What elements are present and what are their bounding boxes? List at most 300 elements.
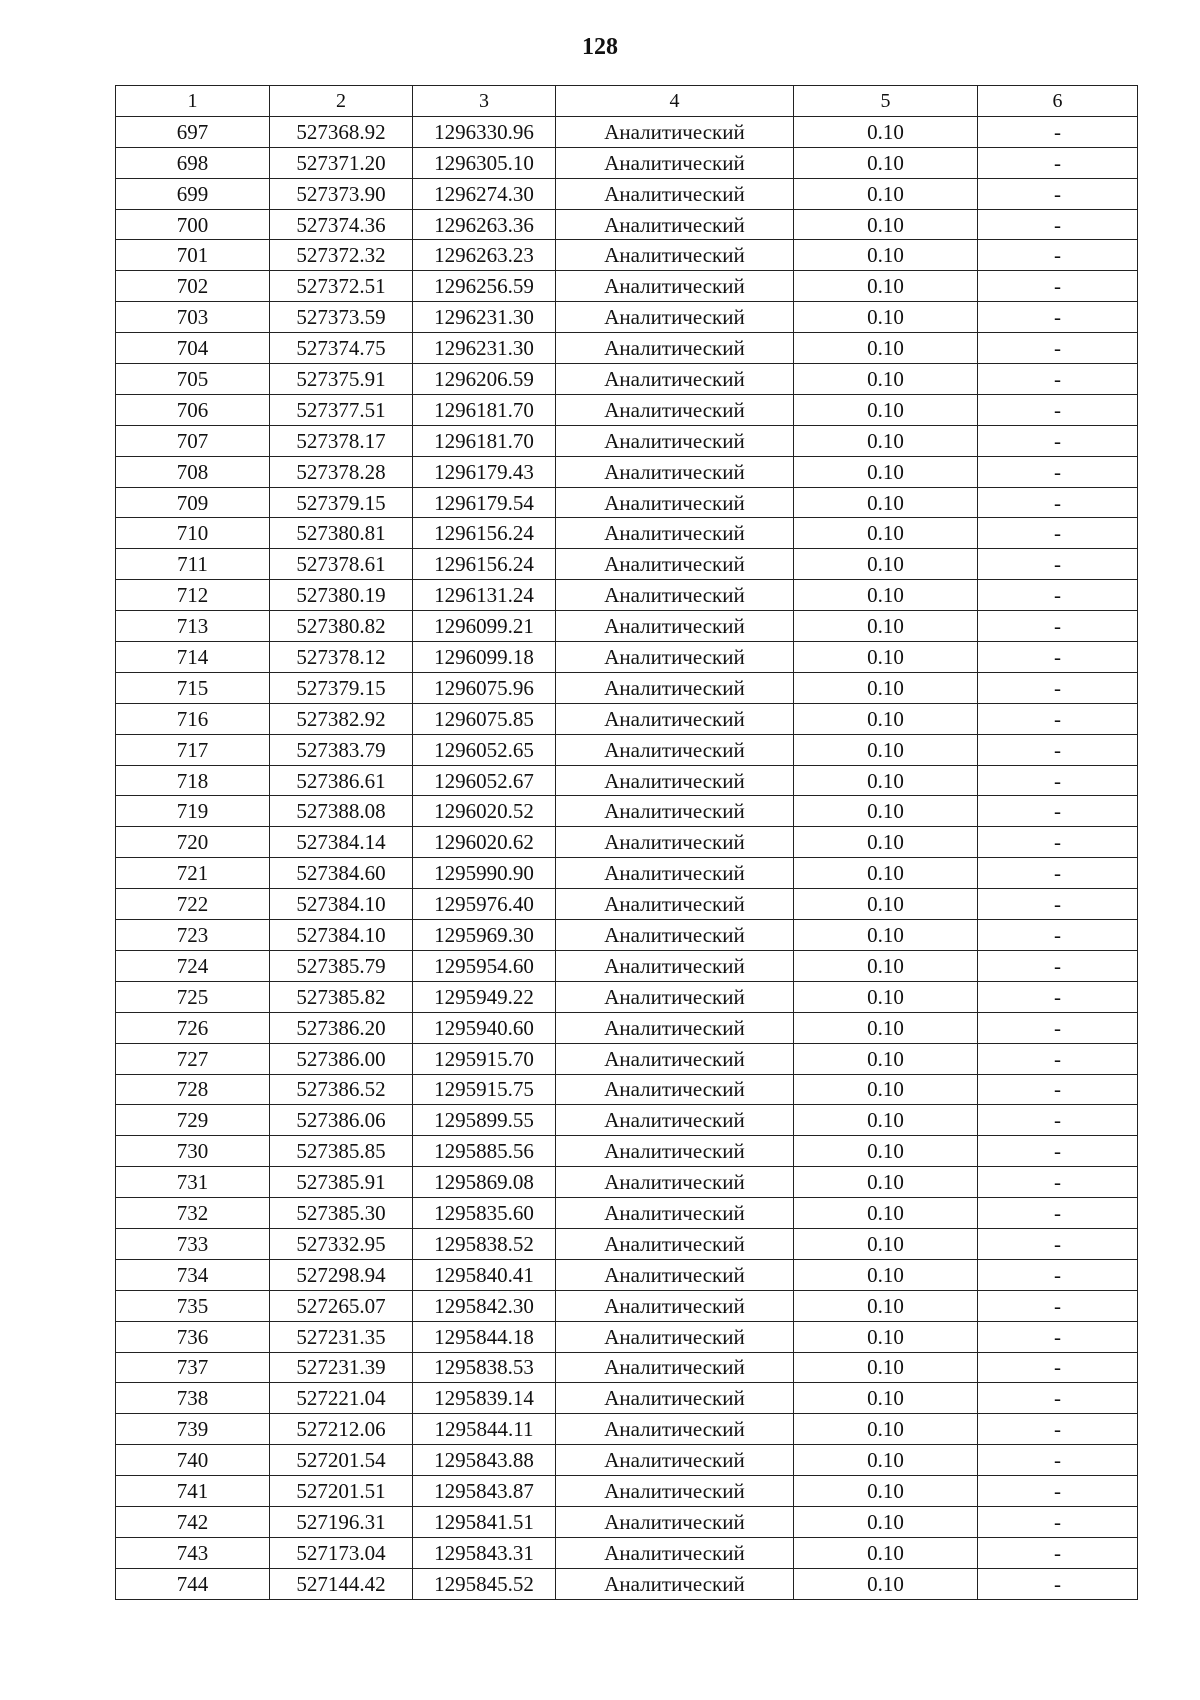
point-number-cell: 730 [116, 1136, 270, 1167]
accuracy-cell: 0.10 [794, 672, 978, 703]
method-cell: Аналитический [556, 1506, 794, 1537]
table-row [116, 1537, 1138, 1568]
accuracy-cell: 0.10 [794, 1321, 978, 1352]
point-number-cell: 720 [116, 827, 270, 858]
accuracy-cell: 0.10 [794, 333, 978, 364]
y-coordinate-cell: 1296020.62 [413, 827, 556, 858]
x-coordinate-cell: 527373.90 [270, 178, 413, 209]
method-cell: Аналитический [556, 1228, 794, 1259]
method-cell: Аналитический [556, 1414, 794, 1445]
table-row [116, 1136, 1138, 1167]
method-cell: Аналитический [556, 333, 794, 364]
table-row [116, 765, 1138, 796]
accuracy-cell: 0.10 [794, 116, 978, 147]
y-coordinate-cell: 1295843.87 [413, 1476, 556, 1507]
table-row [116, 642, 1138, 673]
x-coordinate-cell: 527374.36 [270, 209, 413, 240]
note-cell: - [978, 271, 1138, 302]
x-coordinate-cell: 527372.32 [270, 240, 413, 271]
method-cell: Аналитический [556, 1321, 794, 1352]
accuracy-cell: 0.10 [794, 456, 978, 487]
column-header: 6 [978, 86, 1138, 117]
point-number-cell: 744 [116, 1568, 270, 1599]
point-number-cell: 717 [116, 734, 270, 765]
point-number-cell: 742 [116, 1506, 270, 1537]
x-coordinate-cell: 527371.20 [270, 147, 413, 178]
x-coordinate-cell: 527377.51 [270, 394, 413, 425]
table-row [116, 1228, 1138, 1259]
accuracy-cell: 0.10 [794, 487, 978, 518]
method-cell: Аналитический [556, 1290, 794, 1321]
note-cell: - [978, 950, 1138, 981]
method-cell: Аналитический [556, 703, 794, 734]
accuracy-cell: 0.10 [794, 1228, 978, 1259]
note-cell: - [978, 1321, 1138, 1352]
accuracy-cell: 0.10 [794, 425, 978, 456]
accuracy-cell: 0.10 [794, 1259, 978, 1290]
accuracy-cell: 0.10 [794, 796, 978, 827]
note-cell: - [978, 1414, 1138, 1445]
note-cell: - [978, 1167, 1138, 1198]
x-coordinate-cell: 527380.81 [270, 518, 413, 549]
point-number-cell: 724 [116, 950, 270, 981]
y-coordinate-cell: 1295835.60 [413, 1198, 556, 1229]
note-cell: - [978, 1228, 1138, 1259]
accuracy-cell: 0.10 [794, 178, 978, 209]
x-coordinate-cell: 527201.54 [270, 1445, 413, 1476]
y-coordinate-cell: 1295840.41 [413, 1259, 556, 1290]
point-number-cell: 729 [116, 1105, 270, 1136]
point-number-cell: 725 [116, 981, 270, 1012]
x-coordinate-cell: 527378.61 [270, 549, 413, 580]
x-coordinate-cell: 527231.39 [270, 1352, 413, 1383]
y-coordinate-cell: 1295838.53 [413, 1352, 556, 1383]
accuracy-cell: 0.10 [794, 147, 978, 178]
table-row [116, 1352, 1138, 1383]
accuracy-cell: 0.10 [794, 950, 978, 981]
note-cell: - [978, 456, 1138, 487]
x-coordinate-cell: 527384.60 [270, 858, 413, 889]
method-cell: Аналитический [556, 178, 794, 209]
table-row [116, 518, 1138, 549]
y-coordinate-cell: 1295969.30 [413, 920, 556, 951]
point-number-cell: 703 [116, 302, 270, 333]
x-coordinate-cell: 527386.20 [270, 1012, 413, 1043]
y-coordinate-cell: 1295844.11 [413, 1414, 556, 1445]
method-cell: Аналитический [556, 611, 794, 642]
accuracy-cell: 0.10 [794, 1352, 978, 1383]
point-number-cell: 706 [116, 394, 270, 425]
method-cell: Аналитический [556, 364, 794, 395]
table-row [116, 703, 1138, 734]
table-row [116, 487, 1138, 518]
point-number-cell: 719 [116, 796, 270, 827]
accuracy-cell: 0.10 [794, 920, 978, 951]
x-coordinate-cell: 527384.14 [270, 827, 413, 858]
point-number-cell: 705 [116, 364, 270, 395]
table-row [116, 240, 1138, 271]
table-row [116, 580, 1138, 611]
method-cell: Аналитический [556, 1259, 794, 1290]
method-cell: Аналитический [556, 1012, 794, 1043]
method-cell: Аналитический [556, 1352, 794, 1383]
column-header: 1 [116, 86, 270, 117]
point-number-cell: 713 [116, 611, 270, 642]
method-cell: Аналитический [556, 518, 794, 549]
x-coordinate-cell: 527385.30 [270, 1198, 413, 1229]
y-coordinate-cell: 1295843.88 [413, 1445, 556, 1476]
table-row [116, 116, 1138, 147]
y-coordinate-cell: 1295841.51 [413, 1506, 556, 1537]
table-row [116, 920, 1138, 951]
table-row [116, 1043, 1138, 1074]
accuracy-cell: 0.10 [794, 1537, 978, 1568]
point-number-cell: 734 [116, 1259, 270, 1290]
accuracy-cell: 0.10 [794, 889, 978, 920]
y-coordinate-cell: 1296075.85 [413, 703, 556, 734]
y-coordinate-cell: 1296131.24 [413, 580, 556, 611]
table-row [116, 394, 1138, 425]
x-coordinate-cell: 527385.91 [270, 1167, 413, 1198]
method-cell: Аналитический [556, 1136, 794, 1167]
note-cell: - [978, 1105, 1138, 1136]
table-row [116, 889, 1138, 920]
accuracy-cell: 0.10 [794, 1167, 978, 1198]
x-coordinate-cell: 527379.15 [270, 672, 413, 703]
point-number-cell: 722 [116, 889, 270, 920]
accuracy-cell: 0.10 [794, 827, 978, 858]
y-coordinate-cell: 1296052.67 [413, 765, 556, 796]
point-number-cell: 714 [116, 642, 270, 673]
y-coordinate-cell: 1295839.14 [413, 1383, 556, 1414]
table-row [116, 147, 1138, 178]
accuracy-cell: 0.10 [794, 1198, 978, 1229]
point-number-cell: 727 [116, 1043, 270, 1074]
point-number-cell: 697 [116, 116, 270, 147]
method-cell: Аналитический [556, 858, 794, 889]
point-number-cell: 732 [116, 1198, 270, 1229]
y-coordinate-cell: 1296179.54 [413, 487, 556, 518]
note-cell: - [978, 1074, 1138, 1105]
y-coordinate-cell: 1296156.24 [413, 518, 556, 549]
y-coordinate-cell: 1296231.30 [413, 333, 556, 364]
accuracy-cell: 0.10 [794, 1506, 978, 1537]
note-cell: - [978, 1136, 1138, 1167]
y-coordinate-cell: 1295843.31 [413, 1537, 556, 1568]
note-cell: - [978, 796, 1138, 827]
y-coordinate-cell: 1295842.30 [413, 1290, 556, 1321]
y-coordinate-cell: 1296099.18 [413, 642, 556, 673]
point-number-cell: 739 [116, 1414, 270, 1445]
table-row [116, 858, 1138, 889]
table-row [116, 1383, 1138, 1414]
note-cell: - [978, 302, 1138, 333]
point-number-cell: 740 [116, 1445, 270, 1476]
table-row [116, 1198, 1138, 1229]
point-number-cell: 723 [116, 920, 270, 951]
note-cell: - [978, 1476, 1138, 1507]
y-coordinate-cell: 1296330.96 [413, 116, 556, 147]
note-cell: - [978, 487, 1138, 518]
y-coordinate-cell: 1296099.21 [413, 611, 556, 642]
point-number-cell: 708 [116, 456, 270, 487]
method-cell: Аналитический [556, 765, 794, 796]
point-number-cell: 736 [116, 1321, 270, 1352]
note-cell: - [978, 920, 1138, 951]
accuracy-cell: 0.10 [794, 1012, 978, 1043]
table-row [116, 1290, 1138, 1321]
note-cell: - [978, 240, 1138, 271]
note-cell: - [978, 672, 1138, 703]
method-cell: Аналитический [556, 209, 794, 240]
accuracy-cell: 0.10 [794, 1290, 978, 1321]
table-row [116, 1568, 1138, 1599]
x-coordinate-cell: 527378.17 [270, 425, 413, 456]
accuracy-cell: 0.10 [794, 858, 978, 889]
x-coordinate-cell: 527372.51 [270, 271, 413, 302]
note-cell: - [978, 549, 1138, 580]
point-number-cell: 707 [116, 425, 270, 456]
table-row [116, 456, 1138, 487]
x-coordinate-cell: 527378.28 [270, 456, 413, 487]
method-cell: Аналитический [556, 456, 794, 487]
point-number-cell: 743 [116, 1537, 270, 1568]
accuracy-cell: 0.10 [794, 1445, 978, 1476]
y-coordinate-cell: 1296256.59 [413, 271, 556, 302]
x-coordinate-cell: 527374.75 [270, 333, 413, 364]
table-row [116, 827, 1138, 858]
accuracy-cell: 0.10 [794, 1414, 978, 1445]
table-row [116, 302, 1138, 333]
note-cell: - [978, 425, 1138, 456]
point-number-cell: 702 [116, 271, 270, 302]
accuracy-cell: 0.10 [794, 1043, 978, 1074]
accuracy-cell: 0.10 [794, 364, 978, 395]
method-cell: Аналитический [556, 1445, 794, 1476]
method-cell: Аналитический [556, 271, 794, 302]
y-coordinate-cell: 1296181.70 [413, 394, 556, 425]
point-number-cell: 716 [116, 703, 270, 734]
y-coordinate-cell: 1295940.60 [413, 1012, 556, 1043]
y-coordinate-cell: 1296052.65 [413, 734, 556, 765]
method-cell: Аналитический [556, 642, 794, 673]
table-row [116, 1167, 1138, 1198]
point-number-cell: 721 [116, 858, 270, 889]
accuracy-cell: 0.10 [794, 1105, 978, 1136]
x-coordinate-cell: 527379.15 [270, 487, 413, 518]
x-coordinate-cell: 527385.79 [270, 950, 413, 981]
y-coordinate-cell: 1295949.22 [413, 981, 556, 1012]
method-cell: Аналитический [556, 116, 794, 147]
table-row [116, 425, 1138, 456]
method-cell: Аналитический [556, 240, 794, 271]
point-number-cell: 728 [116, 1074, 270, 1105]
accuracy-cell: 0.10 [794, 302, 978, 333]
x-coordinate-cell: 527221.04 [270, 1383, 413, 1414]
table-row [116, 1321, 1138, 1352]
note-cell: - [978, 858, 1138, 889]
note-cell: - [978, 116, 1138, 147]
x-coordinate-cell: 527380.82 [270, 611, 413, 642]
table-row [116, 1012, 1138, 1043]
note-cell: - [978, 1259, 1138, 1290]
x-coordinate-cell: 527265.07 [270, 1290, 413, 1321]
point-number-cell: 715 [116, 672, 270, 703]
point-number-cell: 718 [116, 765, 270, 796]
column-header: 2 [270, 86, 413, 117]
method-cell: Аналитический [556, 425, 794, 456]
point-number-cell: 701 [116, 240, 270, 271]
y-coordinate-cell: 1295990.90 [413, 858, 556, 889]
method-cell: Аналитический [556, 796, 794, 827]
method-cell: Аналитический [556, 920, 794, 951]
x-coordinate-cell: 527384.10 [270, 920, 413, 951]
accuracy-cell: 0.10 [794, 271, 978, 302]
note-cell: - [978, 889, 1138, 920]
table-header-row [116, 86, 1138, 117]
x-coordinate-cell: 527332.95 [270, 1228, 413, 1259]
method-cell: Аналитический [556, 734, 794, 765]
table-row [116, 1259, 1138, 1290]
note-cell: - [978, 394, 1138, 425]
y-coordinate-cell: 1296075.96 [413, 672, 556, 703]
y-coordinate-cell: 1295915.75 [413, 1074, 556, 1105]
note-cell: - [978, 981, 1138, 1012]
point-number-cell: 699 [116, 178, 270, 209]
accuracy-cell: 0.10 [794, 1476, 978, 1507]
y-coordinate-cell: 1295976.40 [413, 889, 556, 920]
column-header: 4 [556, 86, 794, 117]
table-row [116, 1476, 1138, 1507]
method-cell: Аналитический [556, 1198, 794, 1229]
accuracy-cell: 0.10 [794, 642, 978, 673]
table-row [116, 796, 1138, 827]
table-row [116, 672, 1138, 703]
x-coordinate-cell: 527196.31 [270, 1506, 413, 1537]
method-cell: Аналитический [556, 981, 794, 1012]
point-number-cell: 731 [116, 1167, 270, 1198]
accuracy-cell: 0.10 [794, 611, 978, 642]
point-number-cell: 733 [116, 1228, 270, 1259]
y-coordinate-cell: 1295869.08 [413, 1167, 556, 1198]
note-cell: - [978, 147, 1138, 178]
point-number-cell: 735 [116, 1290, 270, 1321]
x-coordinate-cell: 527375.91 [270, 364, 413, 395]
x-coordinate-cell: 527231.35 [270, 1321, 413, 1352]
note-cell: - [978, 1012, 1138, 1043]
y-coordinate-cell: 1296274.30 [413, 178, 556, 209]
x-coordinate-cell: 527383.79 [270, 734, 413, 765]
method-cell: Аналитический [556, 889, 794, 920]
method-cell: Аналитический [556, 950, 794, 981]
x-coordinate-cell: 527201.51 [270, 1476, 413, 1507]
y-coordinate-cell: 1296263.23 [413, 240, 556, 271]
point-number-cell: 737 [116, 1352, 270, 1383]
accuracy-cell: 0.10 [794, 981, 978, 1012]
note-cell: - [978, 1568, 1138, 1599]
x-coordinate-cell: 527386.61 [270, 765, 413, 796]
page-number: 128 [582, 34, 618, 60]
accuracy-cell: 0.10 [794, 734, 978, 765]
note-cell: - [978, 1198, 1138, 1229]
note-cell: - [978, 827, 1138, 858]
point-number-cell: 741 [116, 1476, 270, 1507]
x-coordinate-cell: 527368.92 [270, 116, 413, 147]
method-cell: Аналитический [556, 1383, 794, 1414]
point-number-cell: 738 [116, 1383, 270, 1414]
column-header: 5 [794, 86, 978, 117]
y-coordinate-cell: 1296263.36 [413, 209, 556, 240]
y-coordinate-cell: 1295915.70 [413, 1043, 556, 1074]
y-coordinate-cell: 1296156.24 [413, 549, 556, 580]
x-coordinate-cell: 527386.06 [270, 1105, 413, 1136]
method-cell: Аналитический [556, 1105, 794, 1136]
point-number-cell: 700 [116, 209, 270, 240]
x-coordinate-cell: 527380.19 [270, 580, 413, 611]
table-row [116, 1506, 1138, 1537]
accuracy-cell: 0.10 [794, 1074, 978, 1105]
accuracy-cell: 0.10 [794, 209, 978, 240]
table-row [116, 981, 1138, 1012]
method-cell: Аналитический [556, 1568, 794, 1599]
method-cell: Аналитический [556, 302, 794, 333]
note-cell: - [978, 703, 1138, 734]
x-coordinate-cell: 527388.08 [270, 796, 413, 827]
x-coordinate-cell: 527385.85 [270, 1136, 413, 1167]
accuracy-cell: 0.10 [794, 1383, 978, 1414]
x-coordinate-cell: 527382.92 [270, 703, 413, 734]
method-cell: Аналитический [556, 580, 794, 611]
method-cell: Аналитический [556, 672, 794, 703]
accuracy-cell: 0.10 [794, 765, 978, 796]
point-number-cell: 711 [116, 549, 270, 580]
table-row [116, 209, 1138, 240]
table-row [116, 734, 1138, 765]
y-coordinate-cell: 1295844.18 [413, 1321, 556, 1352]
method-cell: Аналитический [556, 1537, 794, 1568]
x-coordinate-cell: 527386.52 [270, 1074, 413, 1105]
point-number-cell: 726 [116, 1012, 270, 1043]
y-coordinate-cell: 1296305.10 [413, 147, 556, 178]
table-row [116, 1445, 1138, 1476]
point-number-cell: 710 [116, 518, 270, 549]
note-cell: - [978, 642, 1138, 673]
x-coordinate-cell: 527378.12 [270, 642, 413, 673]
method-cell: Аналитический [556, 1043, 794, 1074]
table-row [116, 333, 1138, 364]
note-cell: - [978, 364, 1138, 395]
point-number-cell: 698 [116, 147, 270, 178]
note-cell: - [978, 1506, 1138, 1537]
accuracy-cell: 0.10 [794, 240, 978, 271]
y-coordinate-cell: 1295885.56 [413, 1136, 556, 1167]
x-coordinate-cell: 527373.59 [270, 302, 413, 333]
method-cell: Аналитический [556, 1074, 794, 1105]
column-header: 3 [413, 86, 556, 117]
method-cell: Аналитический [556, 1476, 794, 1507]
table-row [116, 178, 1138, 209]
point-number-cell: 709 [116, 487, 270, 518]
table-row [116, 364, 1138, 395]
x-coordinate-cell: 527386.00 [270, 1043, 413, 1074]
table-row [116, 950, 1138, 981]
y-coordinate-cell: 1296231.30 [413, 302, 556, 333]
note-cell: - [978, 209, 1138, 240]
accuracy-cell: 0.10 [794, 580, 978, 611]
point-number-cell: 704 [116, 333, 270, 364]
accuracy-cell: 0.10 [794, 703, 978, 734]
table-row [116, 611, 1138, 642]
